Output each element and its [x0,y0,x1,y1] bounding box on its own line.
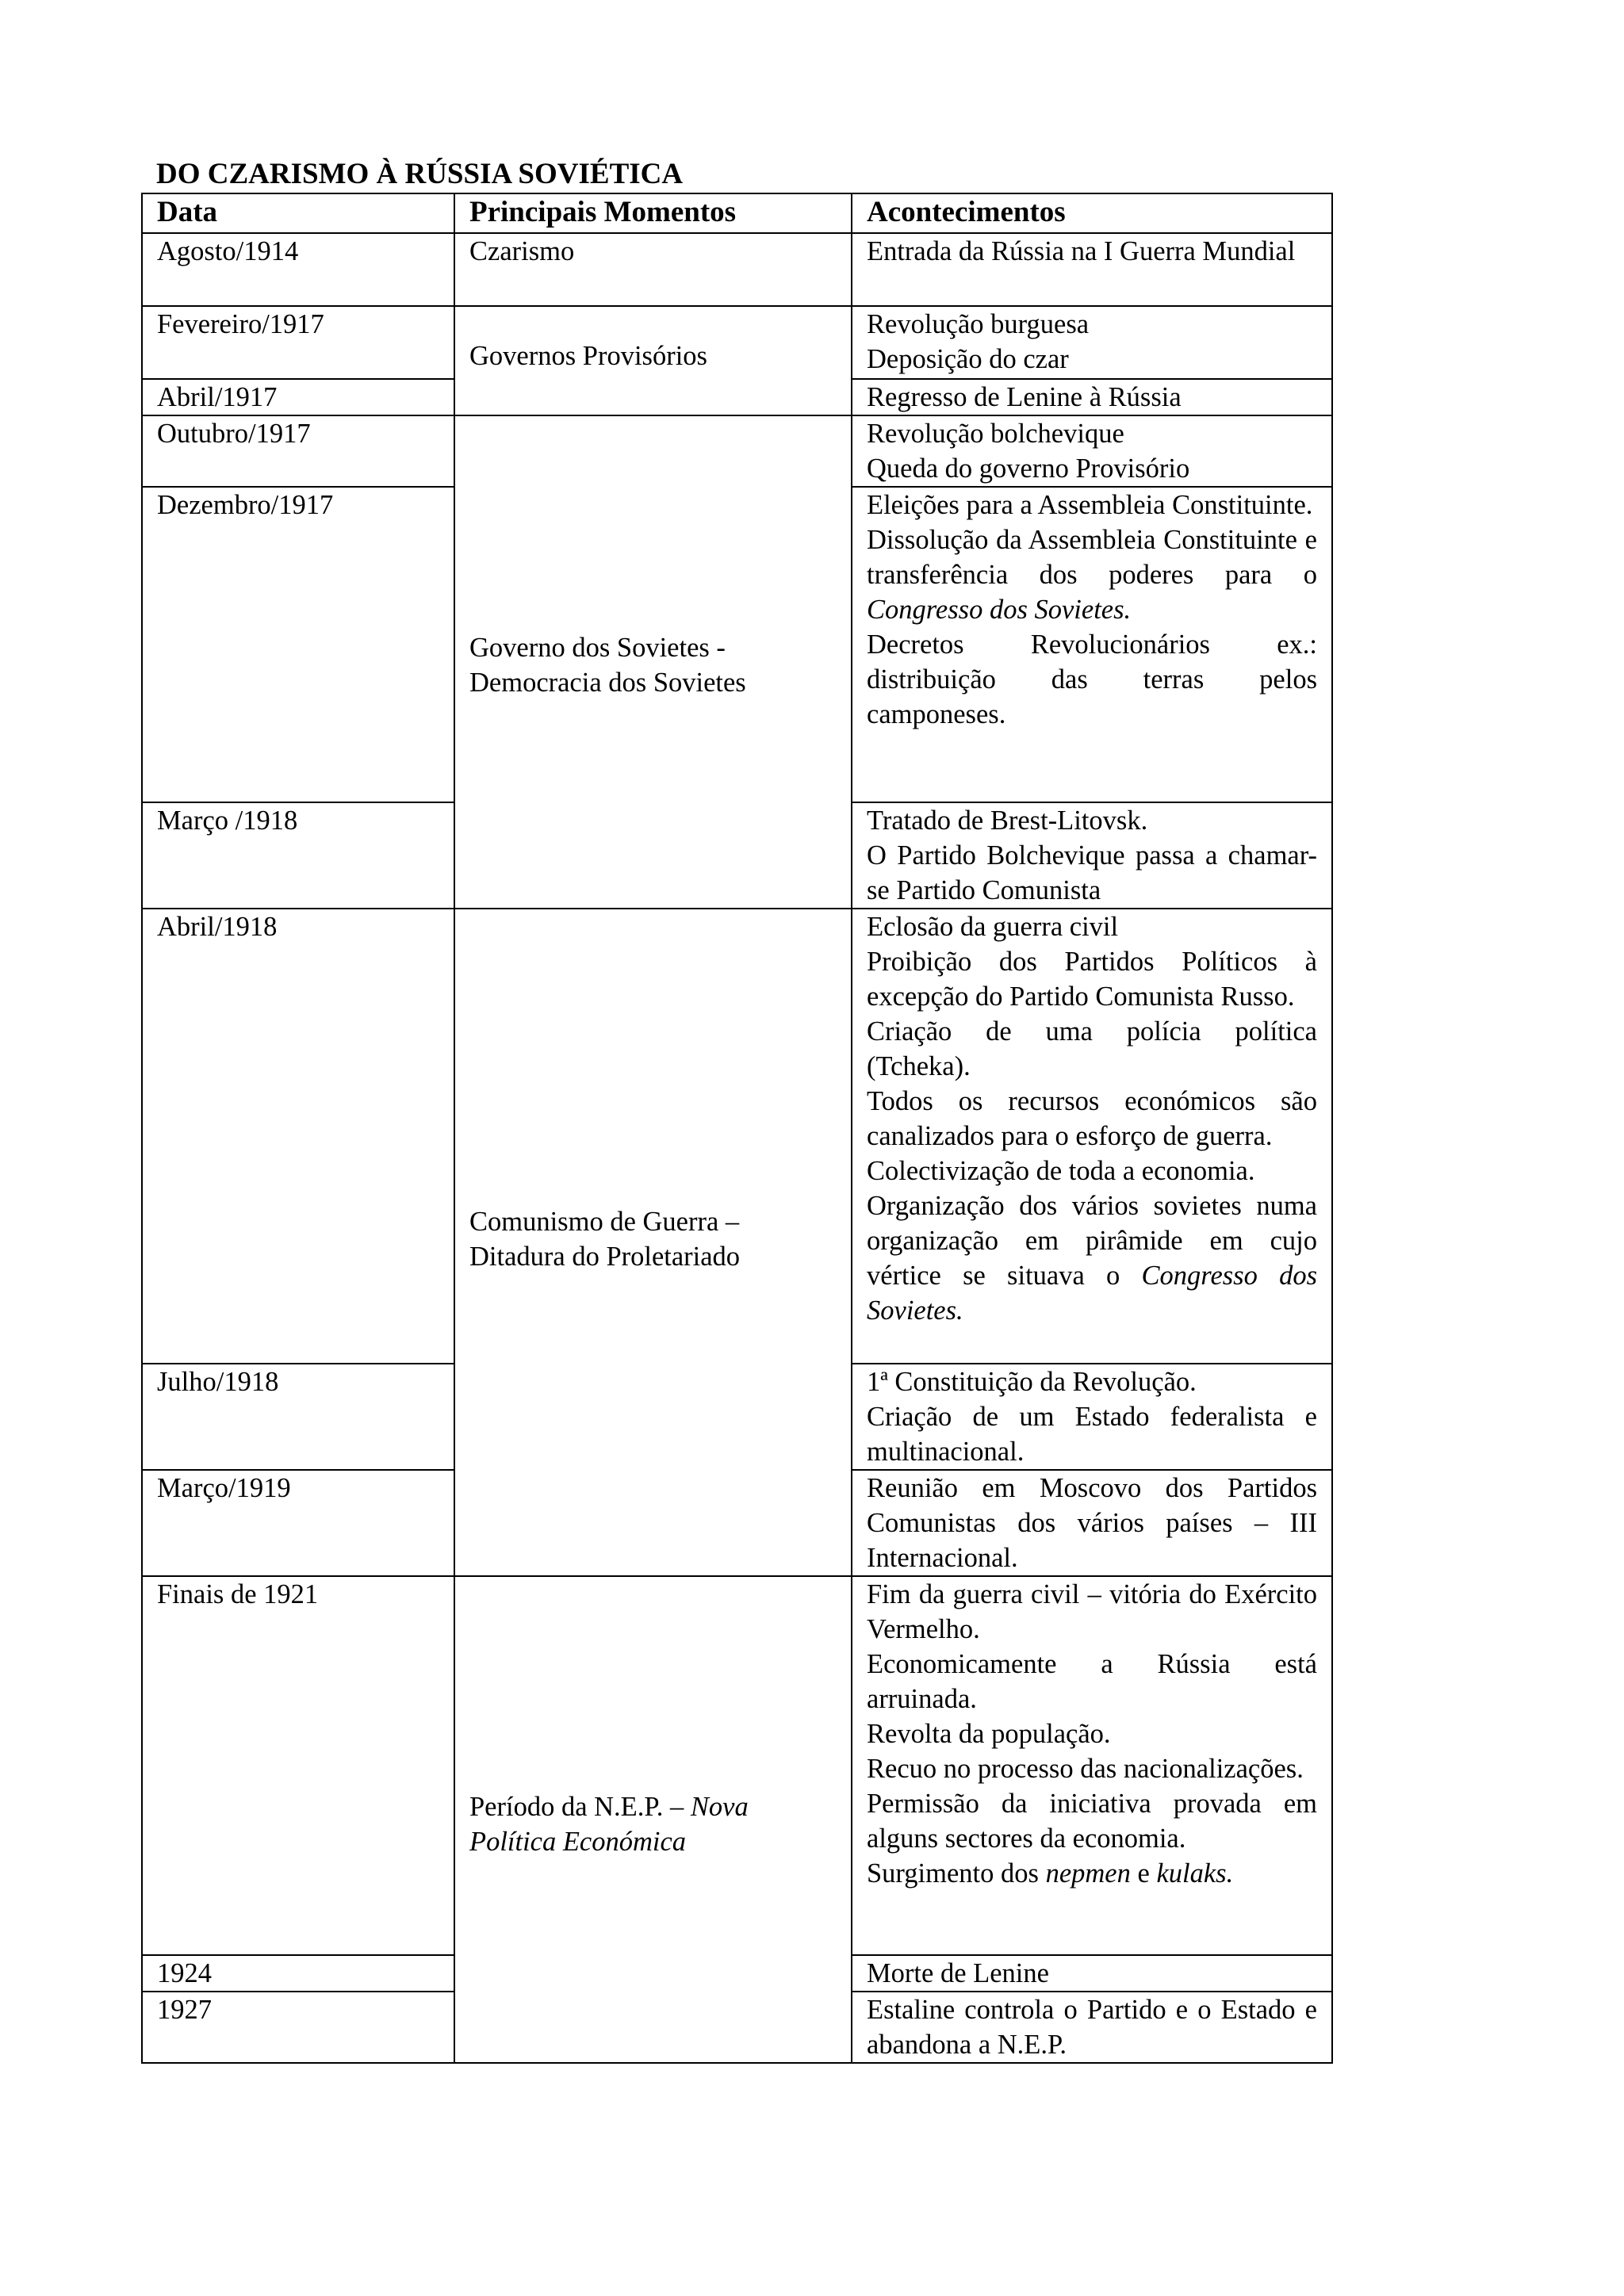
moment-cell: Czarismo [454,233,852,306]
event-text: Economicamente a Rússia está arruinada. [867,1649,1317,1714]
date-cell: Março/1919 [142,1470,454,1576]
moment-text-italic: Nova Política Económica [469,1792,749,1857]
event-text-italic: Congresso dos Sovietes. [867,595,1132,625]
event-text: Revolta da população. [867,1719,1111,1749]
event-text: Organização dos vários sovietes numa organização em pirâmide em cujo vértice se situava o [867,1191,1317,1291]
events-cell [852,802,1332,909]
events-cell [852,379,1332,415]
date-cell: Março /1918 [142,802,454,909]
event-text-italic: nepmen [1045,1858,1131,1888]
event-text: O Partido Bolchevique passa a chamar-se Partido Comunista [867,840,1317,905]
event-text: Deposição do czar [867,344,1069,374]
event-text: Estaline controla o Partido e o Estado e abandona a N.E.P. [867,1995,1317,2060]
date-cell: Dezembro/1917 [142,487,454,802]
events-cell [852,306,1332,379]
column-header-date: Data [142,193,454,233]
event-text: e [1137,1858,1150,1888]
table-row [142,306,1332,379]
event-text: Revolução burguesa [867,309,1090,339]
event-text: Colectivização de toda a economia. [867,1156,1255,1186]
events-cell [852,909,1332,1364]
date-cell: Julho/1918 [142,1364,454,1470]
event-text: Tratado de Brest-Litovsk. [867,806,1148,836]
moment-cell: Governo dos Sovietes - Democracia dos Sovietes [454,415,852,909]
event-text: Revolução bolchevique [867,419,1124,449]
event-text: Fim da guerra civil – vitória do Exército Vermelho. [867,1579,1317,1644]
event-text: 1ª Constituição da Revolução. [867,1367,1197,1397]
table-row [142,1576,1332,1955]
event-text: Regresso de Lenine à Rússia [867,382,1182,412]
event-text: Proibição dos Partidos Políticos à excepção do Partido Comunista Russo. [867,947,1317,1012]
events-cell [852,233,1332,306]
event-text [867,1856,1317,1891]
event-text: Permissão da iniciativa provada em alguns sectores da economia. [867,1789,1317,1854]
events-cell [852,415,1332,487]
events-cell [852,1364,1332,1470]
column-header-events: Acontecimentos [852,193,1332,233]
event-text: Criação de uma polícia política (Tcheka). [867,1016,1317,1081]
events-cell [852,1576,1332,1955]
event-text: Surgimento dos [867,1858,1039,1888]
date-cell: Agosto/1914 [142,233,454,306]
table-header-row [142,193,1332,233]
table-row [142,909,1332,1364]
event-text: Queda do governo Provisório [867,453,1190,484]
date-cell: Abril/1918 [142,909,454,1364]
moment-text: Período da N.E.P. – [469,1792,684,1822]
moment-cell: Governos Provisórios [454,306,852,415]
event-text: Decretos Revolucionários ex.: distribuição das terras pelos camponeses. [867,629,1317,729]
event-text: Reunião em Moscovo dos Partidos Comunistas dos vários países – III Internacional. [867,1473,1317,1573]
date-cell: 1927 [142,1992,454,2063]
date-cell: Outubro/1917 [142,415,454,487]
events-cell [852,1955,1332,1992]
event-text: Eclosão da guerra civil [867,912,1119,942]
events-cell [852,1470,1332,1576]
column-header-moment: Principais Momentos [454,193,852,233]
event-text: Eleições para a Assembleia Constituinte. [867,490,1313,520]
event-text-italic: kulaks. [1156,1858,1234,1888]
date-cell: 1924 [142,1955,454,1992]
date-cell: Finais de 1921 [142,1576,454,1955]
event-text-italic: Congresso dos Sovietes. [867,1261,1318,1326]
events-cell [852,1992,1332,2063]
date-cell: Abril/1917 [142,379,454,415]
timeline-table [141,193,1333,2064]
event-text: Entrada da Rússia na I Guerra Mundial [867,236,1296,266]
event-text: Dissolução da Assembleia Constituinte e transferência dos poderes para o [867,525,1317,590]
moment-cell [454,1576,852,2063]
events-cell [852,487,1332,802]
event-text: Recuo no processo das nacionalizações. [867,1754,1304,1784]
moment-cell: Comunismo de Guerra – Ditadura do Proletariado [454,909,852,1576]
event-text: Todos os recursos económicos são canalizados para o esforço de guerra. [867,1086,1317,1151]
event-text: Morte de Lenine [867,1958,1049,1988]
date-cell: Fevereiro/1917 [142,306,454,379]
page-title: DO CZARISMO À RÚSSIA SOVIÉTICA [156,158,684,190]
event-text: Criação de um Estado federalista e multinacional. [867,1402,1317,1467]
table-row [142,415,1332,487]
table-row [142,233,1332,306]
